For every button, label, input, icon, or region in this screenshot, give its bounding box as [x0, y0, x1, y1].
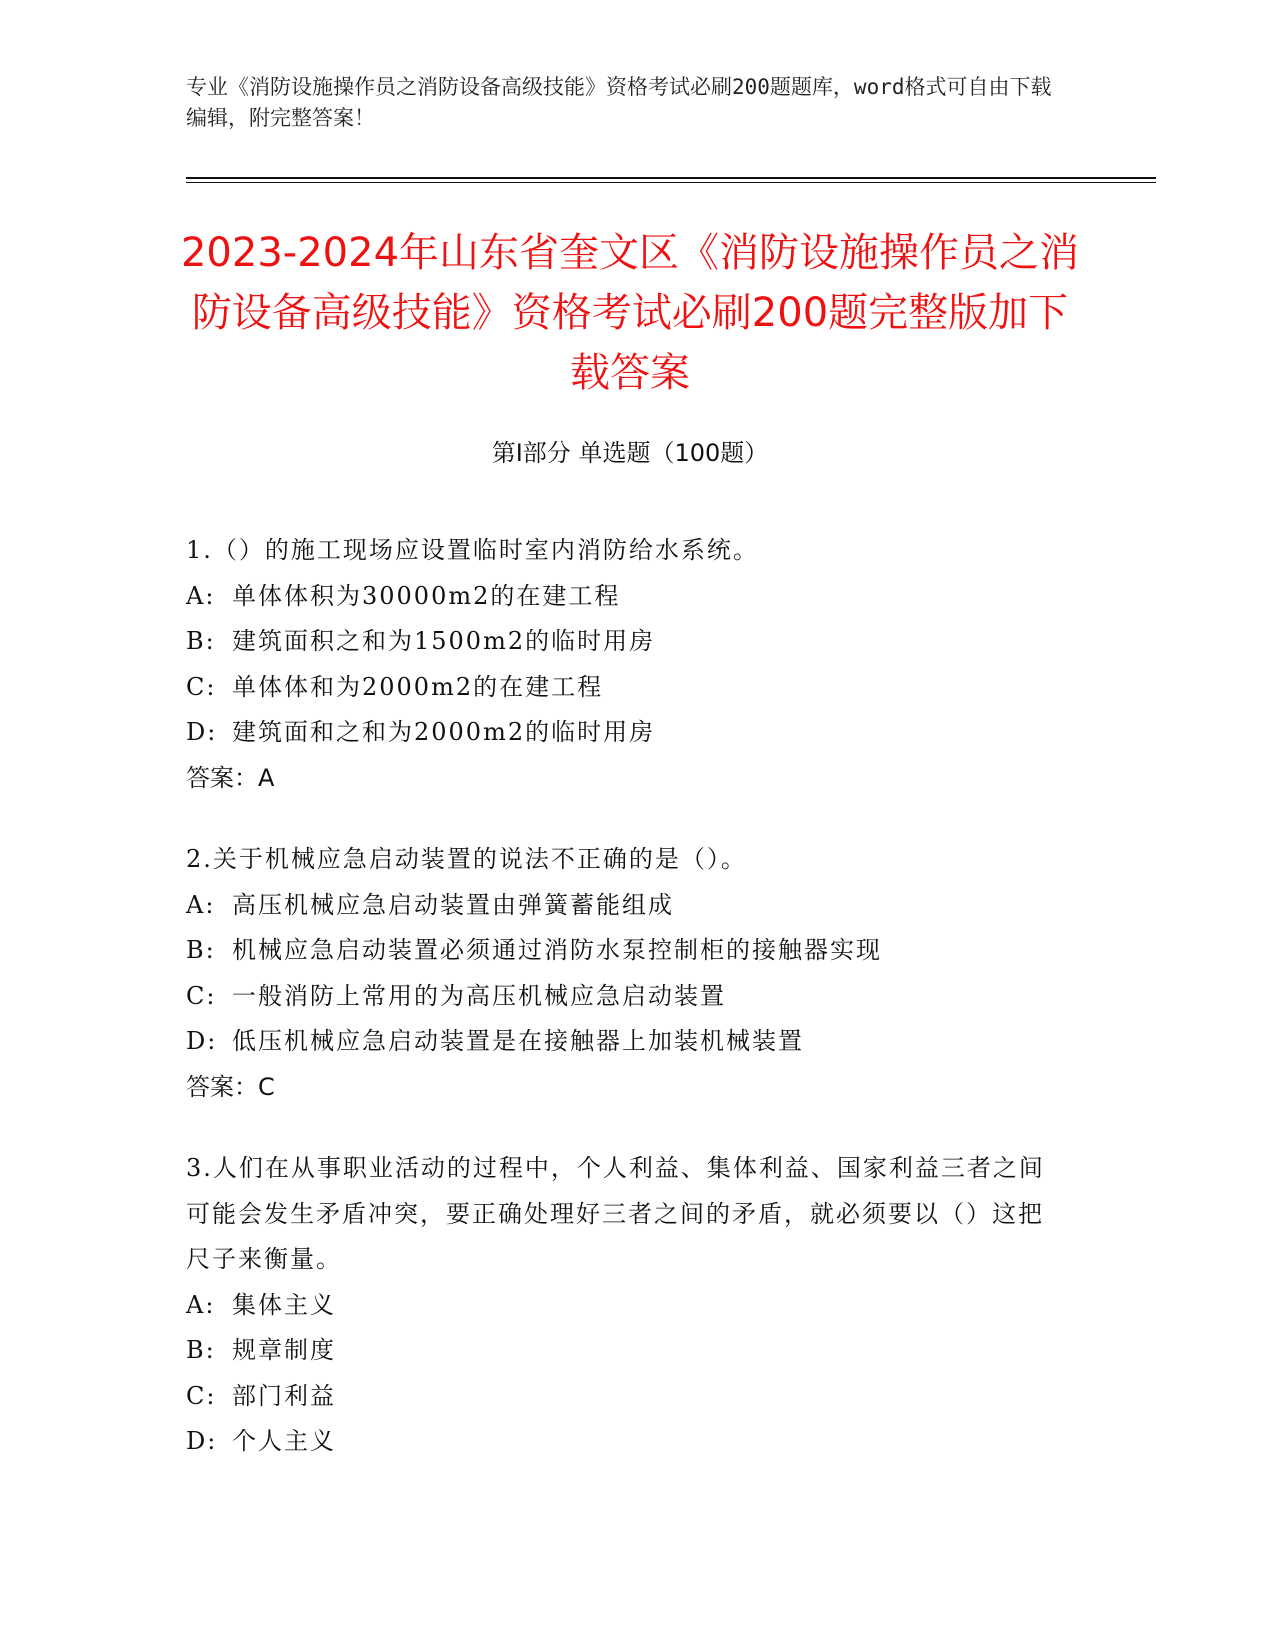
answer-line: 答案：C: [186, 1072, 275, 1101]
option-text: 部门利益: [232, 1381, 336, 1410]
option-key: B:: [186, 936, 216, 964]
option-text: 单体体和为2000m2的在建工程: [232, 672, 604, 701]
option-text: 规章制度: [232, 1336, 336, 1364]
question-stem: 2.关于机械应急启动装置的说法不正确的是（）。: [186, 845, 747, 873]
option-key: B:: [186, 627, 216, 655]
option-d: [186, 1419, 1066, 1465]
question-list: [186, 528, 1066, 1501]
option-key: C:: [186, 672, 217, 701]
option-text: 集体主义: [232, 1290, 336, 1319]
option-c: [186, 665, 1066, 711]
option-key: D:: [186, 718, 218, 746]
option-d: [186, 710, 1066, 756]
option-text: 低压机械应急启动装置是在接触器上加装机械装置: [232, 1027, 804, 1055]
option-key: B:: [186, 1336, 216, 1364]
question-stem: 1.（）的施工现场应设置临时室内消防给水系统。: [186, 536, 759, 564]
option-b: [186, 1328, 1066, 1374]
header-rule-thick: [186, 177, 1156, 179]
option-b: [186, 619, 1066, 665]
option-key: C:: [186, 981, 217, 1010]
option-c: [186, 1374, 1066, 1420]
option-text: 建筑面和之和为2000m2的临时用房: [232, 718, 656, 746]
question-1: [186, 528, 1066, 801]
option-key: D:: [186, 1427, 218, 1455]
option-key: A:: [186, 1290, 216, 1319]
header-note: 专业《消防设施操作员之消防设备高级技能》资格考试必刷200题题库，word格式可自由下载编辑，附完整答案！: [186, 75, 1052, 130]
option-text: 单体体积为30000m2的在建工程: [232, 581, 621, 610]
option-text: 高压机械应急启动装置由弹簧蓄能组成: [232, 890, 674, 919]
option-key: A:: [186, 890, 216, 919]
section-heading: 第Ⅰ部分 单选题（100题）: [491, 439, 769, 467]
header-rule-thin: [186, 182, 1156, 183]
option-d: [186, 1019, 1066, 1065]
question-3: [186, 1146, 1066, 1465]
answer-line: 答案：A: [186, 763, 275, 792]
option-a: [186, 1283, 1066, 1329]
option-a: [186, 883, 1066, 929]
option-key: A:: [186, 581, 216, 610]
option-a: [186, 574, 1066, 620]
option-text: 一般消防上常用的为高压机械应急启动装置: [232, 981, 726, 1010]
option-key: D:: [186, 1027, 218, 1055]
option-text: 机械应急启动装置必须通过消防水泵控制柜的接触器实现: [232, 936, 882, 964]
question-stem: 3.人们在从事职业活动的过程中，个人利益、集体利益、国家利益三者之间可能会发生矛盾冲突，要正确处理好三者之间的矛盾，就必须要以（）这把尺子来衡量。: [186, 1154, 1045, 1273]
option-c: [186, 974, 1066, 1020]
document-title: 2023-2024年山东省奎文区《消防设施操作员之消防设备高级技能》资格考试必刷200题完整版加下载答案: [180, 230, 1080, 396]
option-text: 建筑面积之和为1500m2的临时用房: [232, 627, 656, 655]
option-text: 个人主义: [232, 1427, 336, 1455]
option-b: [186, 928, 1066, 974]
question-2: [186, 837, 1066, 1110]
option-key: C:: [186, 1381, 217, 1410]
